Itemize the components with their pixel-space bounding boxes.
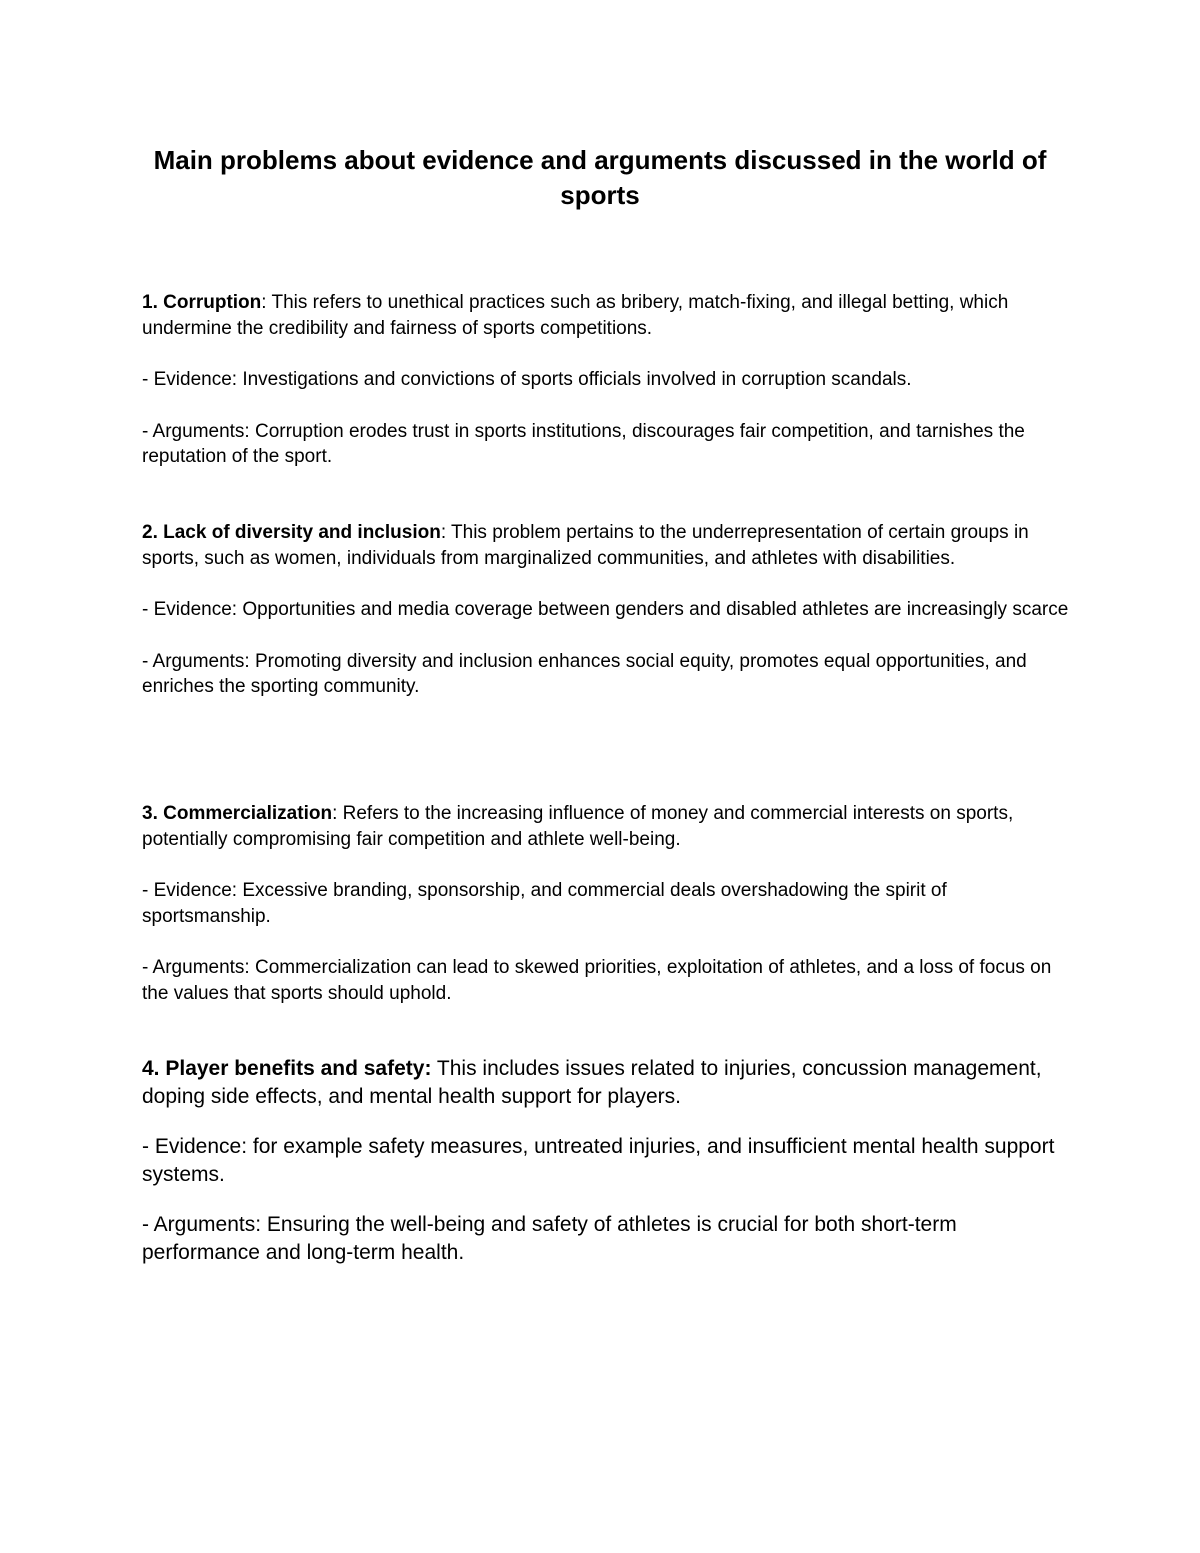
section-player-safety <box>142 1055 1072 1267</box>
section-description: This problem pertains to the underrepresentation of certain groups in sports, such as women, individuals from marginalized communities, and athletes with disabilities. <box>142 522 1029 569</box>
section-heading: 2. Lack of diversity and inclusion <box>142 522 441 543</box>
heading-separator: : <box>261 292 267 313</box>
heading-separator: : <box>440 522 447 543</box>
section-heading: 4. Player benefits and safety: <box>142 1057 432 1080</box>
document-title: Main problems about evidence and arguments discussed in the world of sports <box>153 145 1047 210</box>
section-intro <box>142 1055 1072 1111</box>
section-corruption <box>142 290 1072 470</box>
arguments-paragraph: - Arguments: Corruption erodes trust in sports institutions, discourages fair competition, and tarnishes the reputation of the sport. <box>142 420 1025 467</box>
heading-separator: : <box>332 803 338 824</box>
section-intro <box>142 290 1072 341</box>
section-heading: 1. Corruption <box>142 292 262 313</box>
section-description: This refers to unethical practices such as bribery, match-fixing, and illegal betting, which undermine the credibility and fairness of sports competitions. <box>142 292 1009 339</box>
evidence-paragraph: - Evidence: Investigations and convictions of sports officials involved in corruption scandals. <box>142 369 912 390</box>
evidence-paragraph: - Evidence: for example safety measures, untreated injuries, and insufficient mental health support systems. <box>142 1135 1055 1186</box>
section-description: Refers to the increasing influence of money and commercial interests on sports, potentially compromising fair competition and athlete well-being. <box>142 803 1014 850</box>
arguments-paragraph: - Arguments: Promoting diversity and inclusion enhances social equity, promotes equal opportunities, and enriches the sporting community. <box>142 650 1027 697</box>
evidence-paragraph: - Evidence: Opportunities and media coverage between genders and disabled athletes are increasingly scarce <box>142 599 1069 620</box>
arguments-paragraph: - Arguments: Commercialization can lead to skewed priorities, exploitation of athletes, and a loss of focus on the values that sports should uphold. <box>142 957 1052 1004</box>
section-intro <box>142 801 1072 852</box>
arguments-paragraph: - Arguments: Ensuring the well-being and safety of athletes is crucial for both short-term performance and long-term health. <box>142 1213 957 1264</box>
section-diversity <box>142 520 1072 700</box>
evidence-paragraph: - Evidence: Excessive branding, sponsorship, and commercial deals overshadowing the spirit of sportsmanship. <box>142 880 947 927</box>
section-intro <box>142 520 1072 571</box>
section-heading: 3. Commercialization <box>142 803 333 824</box>
section-commercialization <box>142 801 1072 1006</box>
section-description: This includes issues related to injuries, concussion management, doping side effects, and mental health support for players. <box>142 1057 1042 1108</box>
